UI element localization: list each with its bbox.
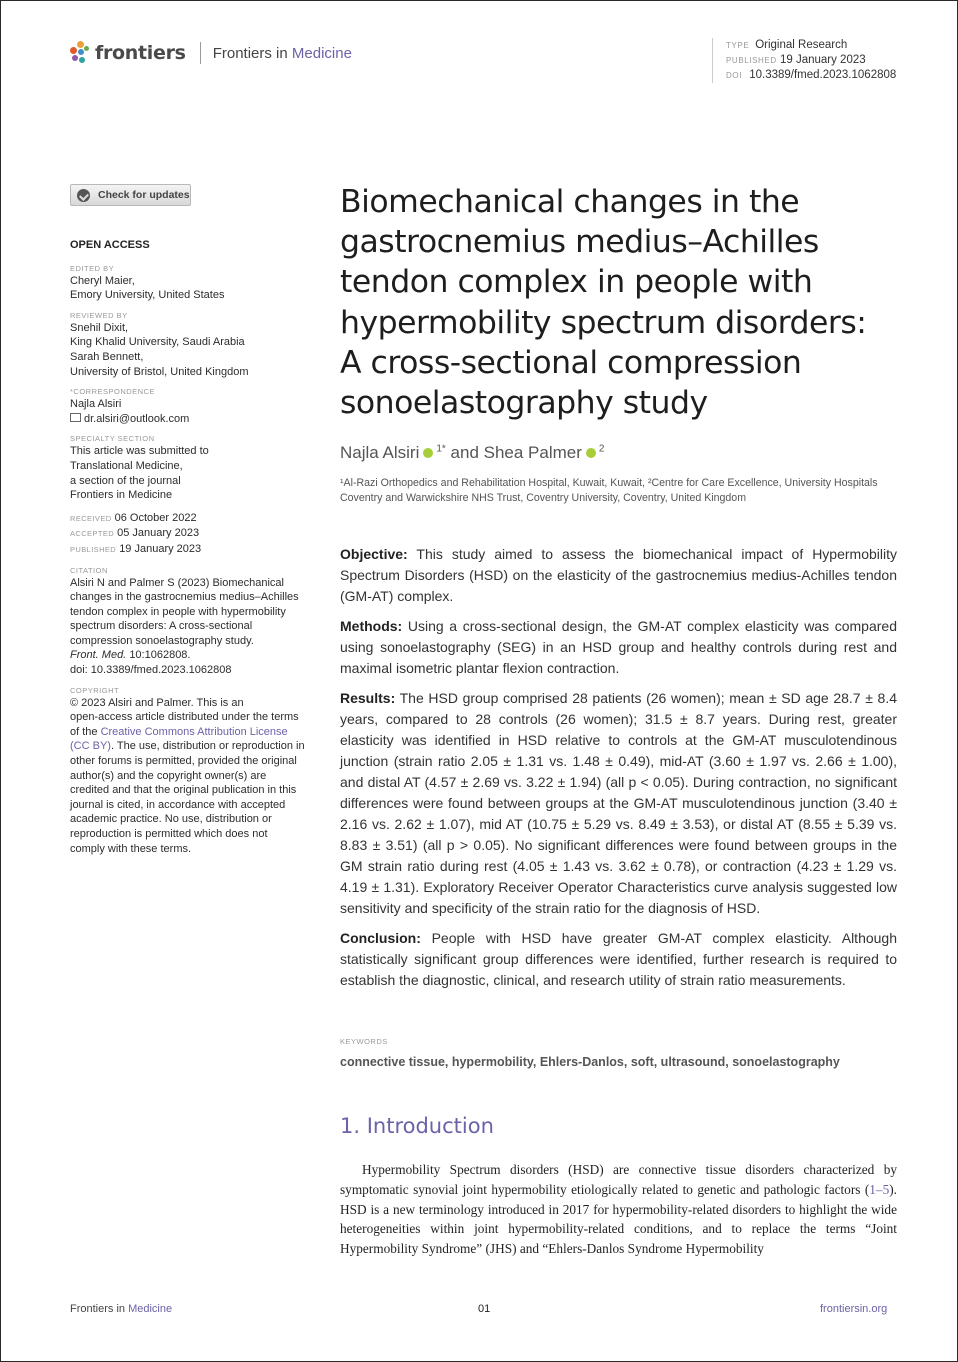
abstract-methods: Methods: Using a cross-sectional design, the GM-AT complex elasticity was compared using sonoelastography (SEG) in an HSD group and healthy controls during rest and maximal isometric plantar flexion contraction. xyxy=(340,618,897,676)
abstract-results: Results: The HSD group comprised 28 patients (26 women); mean ± SD age 28.7 ± 8.4 years, compared to 28 controls (26 women); 31.5 ± 8.7 years. During rest, greater elasticity was identified in HSD relative to controls at the GM-AT musculotendinous junction (strain ratio 2.05 ± 1.31 vs. 1.48 ± 0.49), mid-AT (3.60 ± 1.97 vs. 2.66 ± 1.00), and distal AT (4.57 ± 2.69 vs. 3.22 ± 1.94) (all p < 0.05). During contraction, no significant differences were found between groups at the GM-AT musculotendinous junction (3.40 ± 2.16 vs. 2.62 ± 1.07), mid AT (10.75 ± 5.29 vs. 8.49 ± 3.53), or distal AT (8.55 ± 5.39 vs. 8.83 ± 3.51) (all p > 0.05). No significant differences were found between groups in the GM strain ratio during rest (4.05 ± 1.43 vs. 3.62 ± 0.78), or contraction (4.23 ± 1.29 vs. 4.19 ± 1.31). Exploratory Receiver Operator Characteristics curve analysis suggested low sensitivity and specificity of the strain ratio for the diagnosis of HSD. xyxy=(340,690,897,916)
citation-line: tendon complex in people with hypermobility xyxy=(70,605,286,618)
citation-line: Alsiri N and Palmer S (2023) Biomechanical xyxy=(70,576,284,589)
abstract-conclusion: Conclusion: People with HSD have greater GM-AT complex elasticity. Although statistically significant group differences were identified, further research is required to establish the diagnostic, clinical, and research utility of strain ratio measurements. xyxy=(340,930,897,988)
specialty-line: This article was submitted to xyxy=(70,445,209,458)
copyright-line: comply with these terms. xyxy=(70,842,192,855)
author-list: Najla Alsiri $^{1*}$ and Shea Palmer $^2$ xyxy=(340,443,605,462)
check-for-updates-button[interactable] xyxy=(70,184,191,206)
keywords-label: KEYWORDS xyxy=(340,1037,388,1046)
copyright-line: credited and that the original publication in this xyxy=(70,784,297,797)
copyright-line: journal is cited, in accordance with accepted xyxy=(70,798,286,811)
page-number: 01 xyxy=(478,1303,491,1315)
section-heading: 1. Introduction xyxy=(340,1114,494,1138)
copyright-line: reproduction is permitted which does not xyxy=(70,828,268,840)
check-updates-icon xyxy=(77,189,90,202)
copyright-line: author(s) and the copyright owner(s) are xyxy=(70,769,267,782)
journal-name: Frontiers in Medicine xyxy=(212,44,352,62)
intro-paragraph: Hypermobility Spectrum disorders (HSD) are connective tissue disorders characterized by symptomatic synovial joint hypermobility etiologically related to genetic and pathologic factors (1–5). HSD is a new terminology introduced in 2017 for hypermobility-related disorders to highlight the wide heterogeneities within joint hypermobility-related conditions, and to replace the terms “Joint Hypermobility Syndrome” (JHS) and “Ehlers-Danlos Syndrome Hypermobility xyxy=(340,1162,897,1257)
citation-line: spectrum disorders: A cross-sectional xyxy=(70,620,253,633)
copyright-line: academic practice. No use, distribution or xyxy=(70,813,272,826)
author-name[interactable]: and Shea Palmer xyxy=(450,443,582,462)
orcid-icon[interactable] xyxy=(423,448,433,458)
reviewed-by-label: REVIEWED BY xyxy=(70,310,128,320)
editor-affiliation: Emory University, United States xyxy=(70,289,225,302)
copyright-line: other forums is permitted, provided the original xyxy=(70,755,297,768)
abstract-objective: Objective: This study aimed to assess the biomechanical impact of Hypermobility Spectrum Disorders (HSD) on the elasticity of the gastrocnemius medius-Achilles tendon (GM-AT) complex. xyxy=(340,546,897,604)
copyright-line: (CC BY). The use, distribution or reproduction in xyxy=(70,740,305,753)
reviewer-name: Snehil Dixit, xyxy=(70,321,129,334)
reviewer-name: Sarah Bennett, xyxy=(70,350,144,363)
citation-line: compression sonoelastography study. xyxy=(70,634,254,647)
citation-label: CITATION xyxy=(70,565,108,575)
frontiers-logo[interactable] xyxy=(70,41,352,65)
reference-link[interactable]: 1–5 xyxy=(869,1181,890,1197)
reviewer-affiliation: King Khalid University, Saudi Arabia xyxy=(70,336,245,349)
specialty-line: Translational Medicine, xyxy=(70,459,183,472)
check-updates-label: Check for updates xyxy=(98,189,190,201)
published-date: PUBLISHED 19 January 2023 xyxy=(70,542,202,555)
accepted-date: ACCEPTED 05 January 2023 xyxy=(70,527,200,540)
author-name[interactable]: Najla Alsiri xyxy=(340,443,420,462)
abstract xyxy=(340,544,897,1000)
correspondence-name: Najla Alsiri xyxy=(70,398,122,411)
citation-journal: Front. Med. 10:1062808. xyxy=(70,649,191,662)
sidebar xyxy=(70,238,322,856)
logo-divider xyxy=(200,42,201,64)
copyright-line: of the Creative Commons Attribution License xyxy=(70,725,288,738)
copyright-line: © 2023 Alsiri and Palmer. This is an xyxy=(70,696,244,709)
specialty-section-label: SPECIALTY SECTION xyxy=(70,434,155,444)
footer-site-link[interactable]: frontiersin.org xyxy=(820,1303,888,1315)
article-meta xyxy=(712,38,896,83)
correspondence-email[interactable]: dr.alsiri@outlook.com xyxy=(70,412,322,427)
footer-journal: Frontiers in Medicine xyxy=(70,1303,173,1315)
meta-doi: DOI 10.3389/fmed.2023.1062808 xyxy=(726,69,897,81)
affiliations: ¹Al-Razi Orthopedics and Rehabilitation Hospital, Kuwait, Kuwait, ²Centre for Care Excellence, University Hospitals Coventry and Warwickshire NHS Trust, Coventry University, Coventry, United Kingdom xyxy=(340,477,878,504)
meta-published: PUBLISHED 19 January 2023 xyxy=(726,54,866,66)
meta-type: TYPE Original Research xyxy=(726,39,848,51)
specialty-line: a section of the journal xyxy=(70,474,181,487)
copyright-label: COPYRIGHT xyxy=(70,685,120,695)
edited-by-label: EDITED BY xyxy=(70,263,115,273)
frontiers-logo-icon xyxy=(70,41,90,65)
article-title: Biomechanical changes in the gastrocnemius medius–Achilles tendon complex in people with hypermobility spectrum disorders: A cross-sectional compression sonoelastography study xyxy=(340,184,867,422)
keywords: connective tissue, hypermobility, Ehlers-Danlos, soft, ultrasound, sonoelastography xyxy=(340,1055,840,1069)
mail-icon xyxy=(70,413,81,422)
specialty-line: Frontiers in Medicine xyxy=(70,489,173,502)
received-date: RECEIVED 06 October 2022 xyxy=(70,511,197,524)
citation-doi: doi: 10.3389/fmed.2023.1062808 xyxy=(70,664,232,677)
orcid-icon[interactable] xyxy=(586,448,596,458)
cc-by-link[interactable]: (CC BY) xyxy=(70,740,111,753)
copyright-line: open-access article distributed under the terms xyxy=(70,711,299,724)
logo-wordmark: frontiers xyxy=(95,42,186,64)
editor-name: Cheryl Maier, xyxy=(70,274,135,287)
open-access-label: OPEN ACCESS xyxy=(70,239,150,251)
cc-license-link[interactable]: Creative Commons Attribution License xyxy=(100,725,288,738)
citation-line: changes in the gastrocnemius medius–Achilles xyxy=(70,591,299,604)
correspondence-label: *CORRESPONDENCE xyxy=(70,387,156,397)
reviewer-affiliation: University of Bristol, United Kingdom xyxy=(70,365,249,378)
